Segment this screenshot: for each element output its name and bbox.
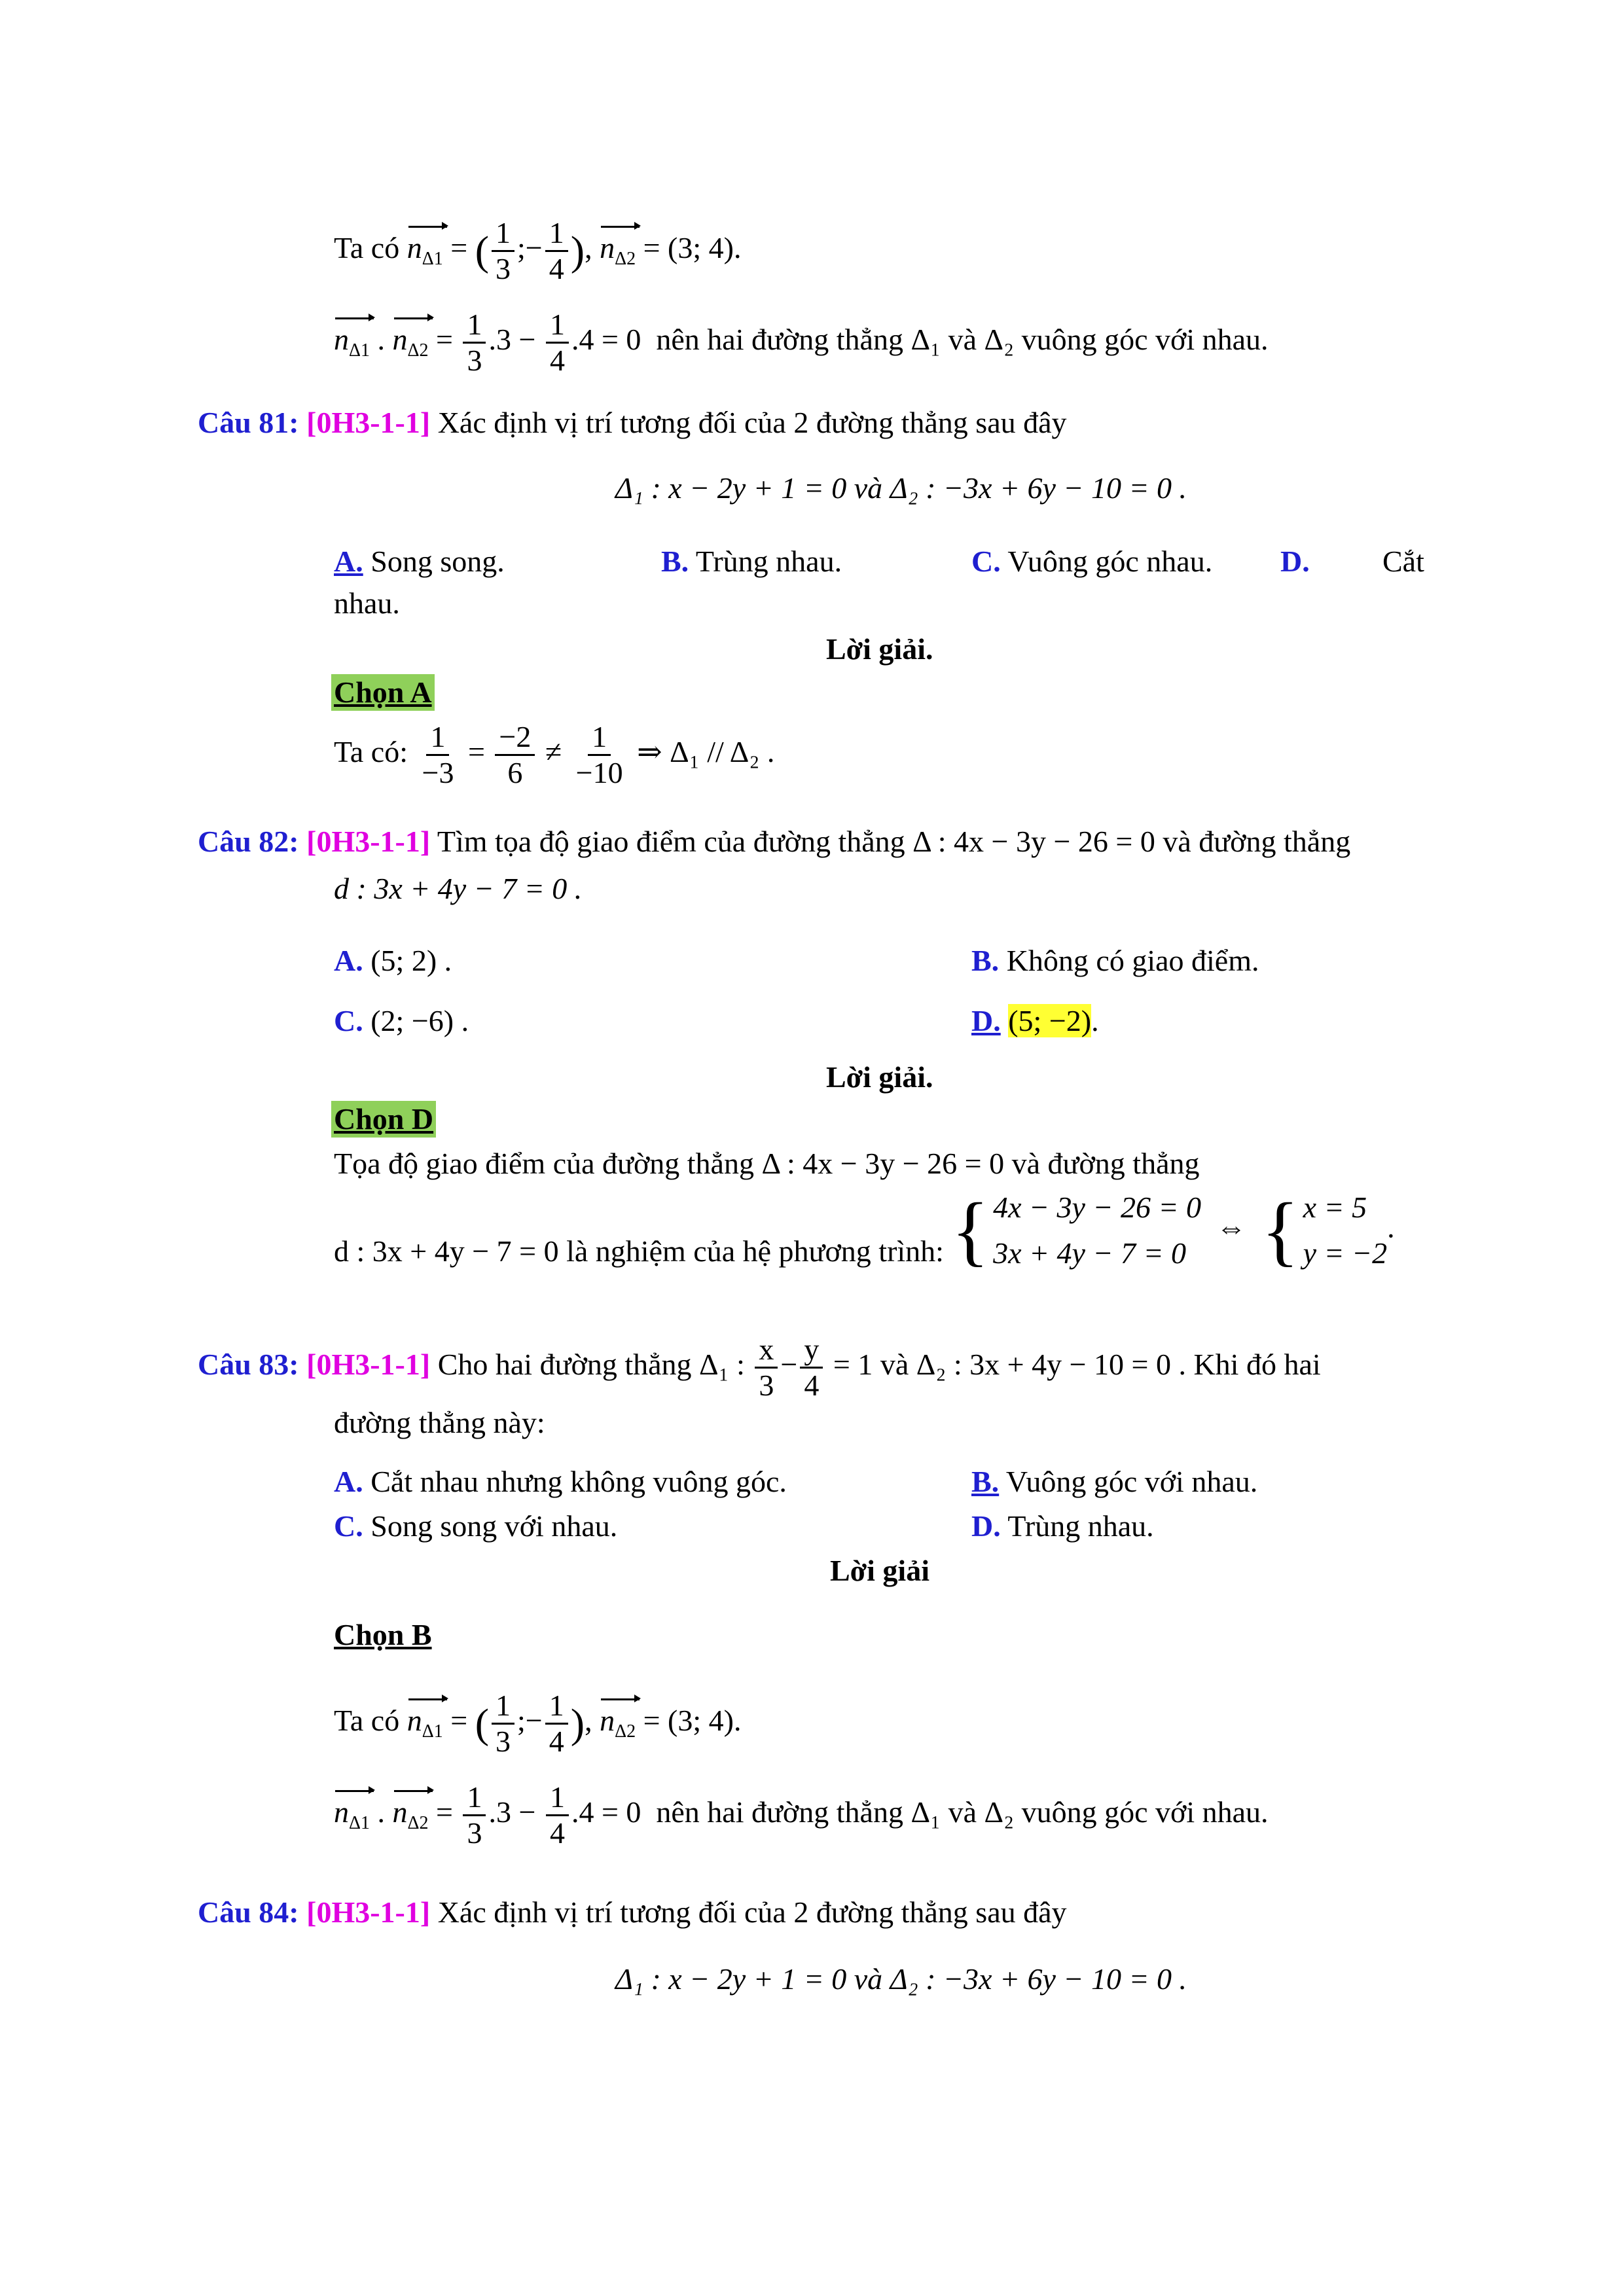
q81-option-a-text: Song song. xyxy=(370,545,505,578)
q82-code: [0H3-1-1] xyxy=(306,825,431,858)
q82-option-b[interactable] xyxy=(971,942,1259,979)
q82-solution-title: Lời giải. xyxy=(826,1060,933,1094)
q84-text: Xác định vị trí tương đối của 2 đường thẳng sau đây xyxy=(437,1895,1067,1929)
q84-code: [0H3-1-1] xyxy=(306,1895,431,1929)
q81-option-d-text-1: Cắt xyxy=(1382,545,1424,578)
q83-option-c-letter: C. xyxy=(334,1509,363,1543)
q81-equation: Δ₁ : x − 2y + 1 = 0 và Δ₂ : −3x + 6y − 10 = 0 . xyxy=(615,471,1187,505)
q84-label: Câu 84: xyxy=(198,1895,299,1929)
q82-sol-line2: d : 3x + 4y − 7 = 0 là nghiệm của hệ phương trình: { 4x − 3y − 26 = 0 3x + 4y − 7 = 0 ⇔ { x = 5 y = −2 . xyxy=(334,1185,1395,1276)
q84-header xyxy=(198,1894,1067,1931)
q82-system-2: { x = 5 y = −2 xyxy=(1261,1185,1387,1276)
q83-chon: Chọn B xyxy=(334,1618,432,1651)
prev-line1: Ta có $n_{\Delta 1}$ = ( $\frac{1}{3}$ ;− $\frac{1}{4}$ ), $n_{\Delta 2} = (3$; 4). xyxy=(334,216,742,285)
q81-option-d-letter: D. xyxy=(1280,545,1310,578)
q83-text-b: = 1 và Δ₂ : 3x + 4y − 10 = 0 . Khi đó hai xyxy=(833,1348,1321,1382)
q82-option-a-letter: A. xyxy=(334,944,363,977)
q82-option-c-letter: C. xyxy=(334,1004,363,1037)
q82-option-b-text: Không có giao điểm. xyxy=(1006,944,1259,977)
q81-solution-line: Ta có: $\frac{1}{-3}$ = $\frac{-2}{6}$ ≠ $\frac{1}{-10}$ ⇒ Δ₁ // Δ₂ . xyxy=(334,720,775,789)
q82-option-d-text: (5; −2) xyxy=(1008,1004,1092,1037)
q81-header xyxy=(198,404,1067,441)
q82-option-d-letter: D. xyxy=(971,1004,1001,1037)
q81-option-b-letter: B. xyxy=(661,545,689,578)
q83-option-d[interactable] xyxy=(971,1508,1154,1545)
q81-option-d[interactable] xyxy=(1280,543,1310,580)
q81-option-c[interactable] xyxy=(971,543,1212,580)
q82-text2: d : 3x + 4y − 7 = 0 . xyxy=(334,872,583,905)
q83-option-d-letter: D. xyxy=(971,1509,1001,1543)
q83-solution-title: Lời giải xyxy=(830,1554,929,1587)
q83-label: Câu 83: xyxy=(198,1348,299,1382)
q83-option-b[interactable] xyxy=(971,1463,1257,1500)
q83-code: [0H3-1-1] xyxy=(306,1348,431,1382)
q81-option-c-text: Vuông góc nhau. xyxy=(1007,545,1213,578)
q82-option-c[interactable] xyxy=(334,1003,469,1039)
q81-option-b-text: Trùng nhau. xyxy=(695,545,842,578)
q82-option-a-text: (5; 2) . xyxy=(370,944,452,977)
q83-sol-line1: Ta có $n_{\Delta 1}$ = ( $\frac{1}{3}$ ;− $\frac{1}{4}$ ), $n_{\Delta 2} = (3$; 4). xyxy=(334,1689,742,1758)
q83-option-c[interactable] xyxy=(334,1508,617,1545)
q82-label: Câu 82: xyxy=(198,825,299,858)
q82-option-b-letter: B. xyxy=(971,944,1000,977)
q81-option-b[interactable] xyxy=(661,543,842,580)
q83-option-a[interactable] xyxy=(334,1463,787,1500)
prev-line2: $n_{\Delta 1}$ . $n_{\Delta 2}$ = $\frac{1}{3}$ .3 − $\frac{1}{4}$ .4 = 0 nên hai đường thẳng Δ₁ và Δ₂ vuông góc với nhau. xyxy=(334,308,1269,377)
q81-label: Câu 81: xyxy=(198,406,299,439)
q82-sys2-b: y = −2 xyxy=(1303,1236,1388,1270)
q82-sys2-a: x = 5 xyxy=(1303,1191,1367,1224)
q83-option-a-text: Cắt nhau nhưng không vuông góc. xyxy=(370,1465,787,1498)
q82-sol-line1: Tọa độ giao điểm của đường thẳng Δ : 4x − 3y − 26 = 0 và đường thẳng xyxy=(334,1147,1200,1180)
q83-option-d-text: Trùng nhau. xyxy=(1007,1509,1154,1543)
q82-option-a[interactable] xyxy=(334,942,452,979)
q82-option-c-text: (2; −6) . xyxy=(370,1004,469,1037)
q83-text2: đường thẳng này: xyxy=(334,1406,545,1439)
q81-code: [0H3-1-1] xyxy=(306,406,431,439)
q82-sol-line2-text: d : 3x + 4y − 7 = 0 là nghiệm của hệ phương trình: xyxy=(334,1234,944,1268)
prev-line1-prefix: Ta có xyxy=(334,231,400,265)
q83-sol-line1-result: (3; 4). xyxy=(668,1704,742,1738)
q83-header: Câu 83: [0H3-1-1] Cho hai đường thẳng Δ₁ : $\frac{x}{3}$ − $\frac{y}{4}$ = 1 và Δ₂ : 3x + 4y − 10 = 0 . Khi đó hai xyxy=(198,1333,1321,1402)
q84-equation: Δ₁ : x − 2y + 1 = 0 và Δ₂ : −3x + 6y − 10 = 0 . xyxy=(615,1962,1187,1996)
q82-text: Tìm tọa độ giao điểm của đường thẳng Δ : 4x − 3y − 26 = 0 và đường thẳng xyxy=(437,825,1351,858)
q81-option-d-text-2: nhau. xyxy=(334,586,400,620)
q81-option-a[interactable] xyxy=(334,543,505,580)
q82-header xyxy=(198,823,1350,860)
q81-option-a-letter: A. xyxy=(334,545,363,578)
q82-sys1-b: 3x + 4y − 7 = 0 xyxy=(993,1236,1187,1270)
q83-option-b-text: Vuông góc với nhau. xyxy=(1005,1465,1258,1498)
q82-option-d[interactable]: D. (5; −2). xyxy=(971,1004,1099,1037)
q83-option-a-letter: A. xyxy=(334,1465,363,1498)
prev-line2-suffix: nên hai đường thẳng Δ₁ và Δ₂ vuông góc với nhau. xyxy=(656,323,1269,357)
q81-chon: Chọn A xyxy=(331,674,435,711)
q82-sys1-a: 4x − 3y − 26 = 0 xyxy=(993,1191,1202,1224)
q83-sol-line2-suffix: nên hai đường thẳng Δ₁ và Δ₂ vuông góc với nhau. xyxy=(656,1795,1269,1829)
q81-solution-title: Lời giải. xyxy=(826,632,933,666)
q81-sol-prefix: Ta có: xyxy=(334,735,408,769)
q83-text-a: Cho hai đường thẳng Δ₁ : xyxy=(437,1348,745,1382)
prev-line1-result: (3; 4). xyxy=(668,231,742,265)
q81-text: Xác định vị trí tương đối của 2 đường thẳng sau đây xyxy=(437,406,1067,439)
q81-option-c-letter: C. xyxy=(971,545,1001,578)
q83-option-c-text: Song song với nhau. xyxy=(370,1509,618,1543)
q81-sol-result: ⇒ Δ₁ // Δ₂ . xyxy=(637,735,775,769)
q82-system-1: { 4x − 3y − 26 = 0 3x + 4y − 7 = 0 xyxy=(951,1185,1201,1276)
q83-sol-line2: $n_{\Delta 1}$ . $n_{\Delta 2}$ = $\frac{1}{3}$ .3 − $\frac{1}{4}$ .4 = 0 nên hai đường thẳng Δ₁ và Δ₂ vuông góc với nhau. xyxy=(334,1780,1269,1850)
q82-chon: Chọn D xyxy=(331,1101,436,1138)
q83-option-b-letter: B. xyxy=(971,1465,1000,1498)
q83-sol-line1-prefix: Ta có xyxy=(334,1704,400,1738)
